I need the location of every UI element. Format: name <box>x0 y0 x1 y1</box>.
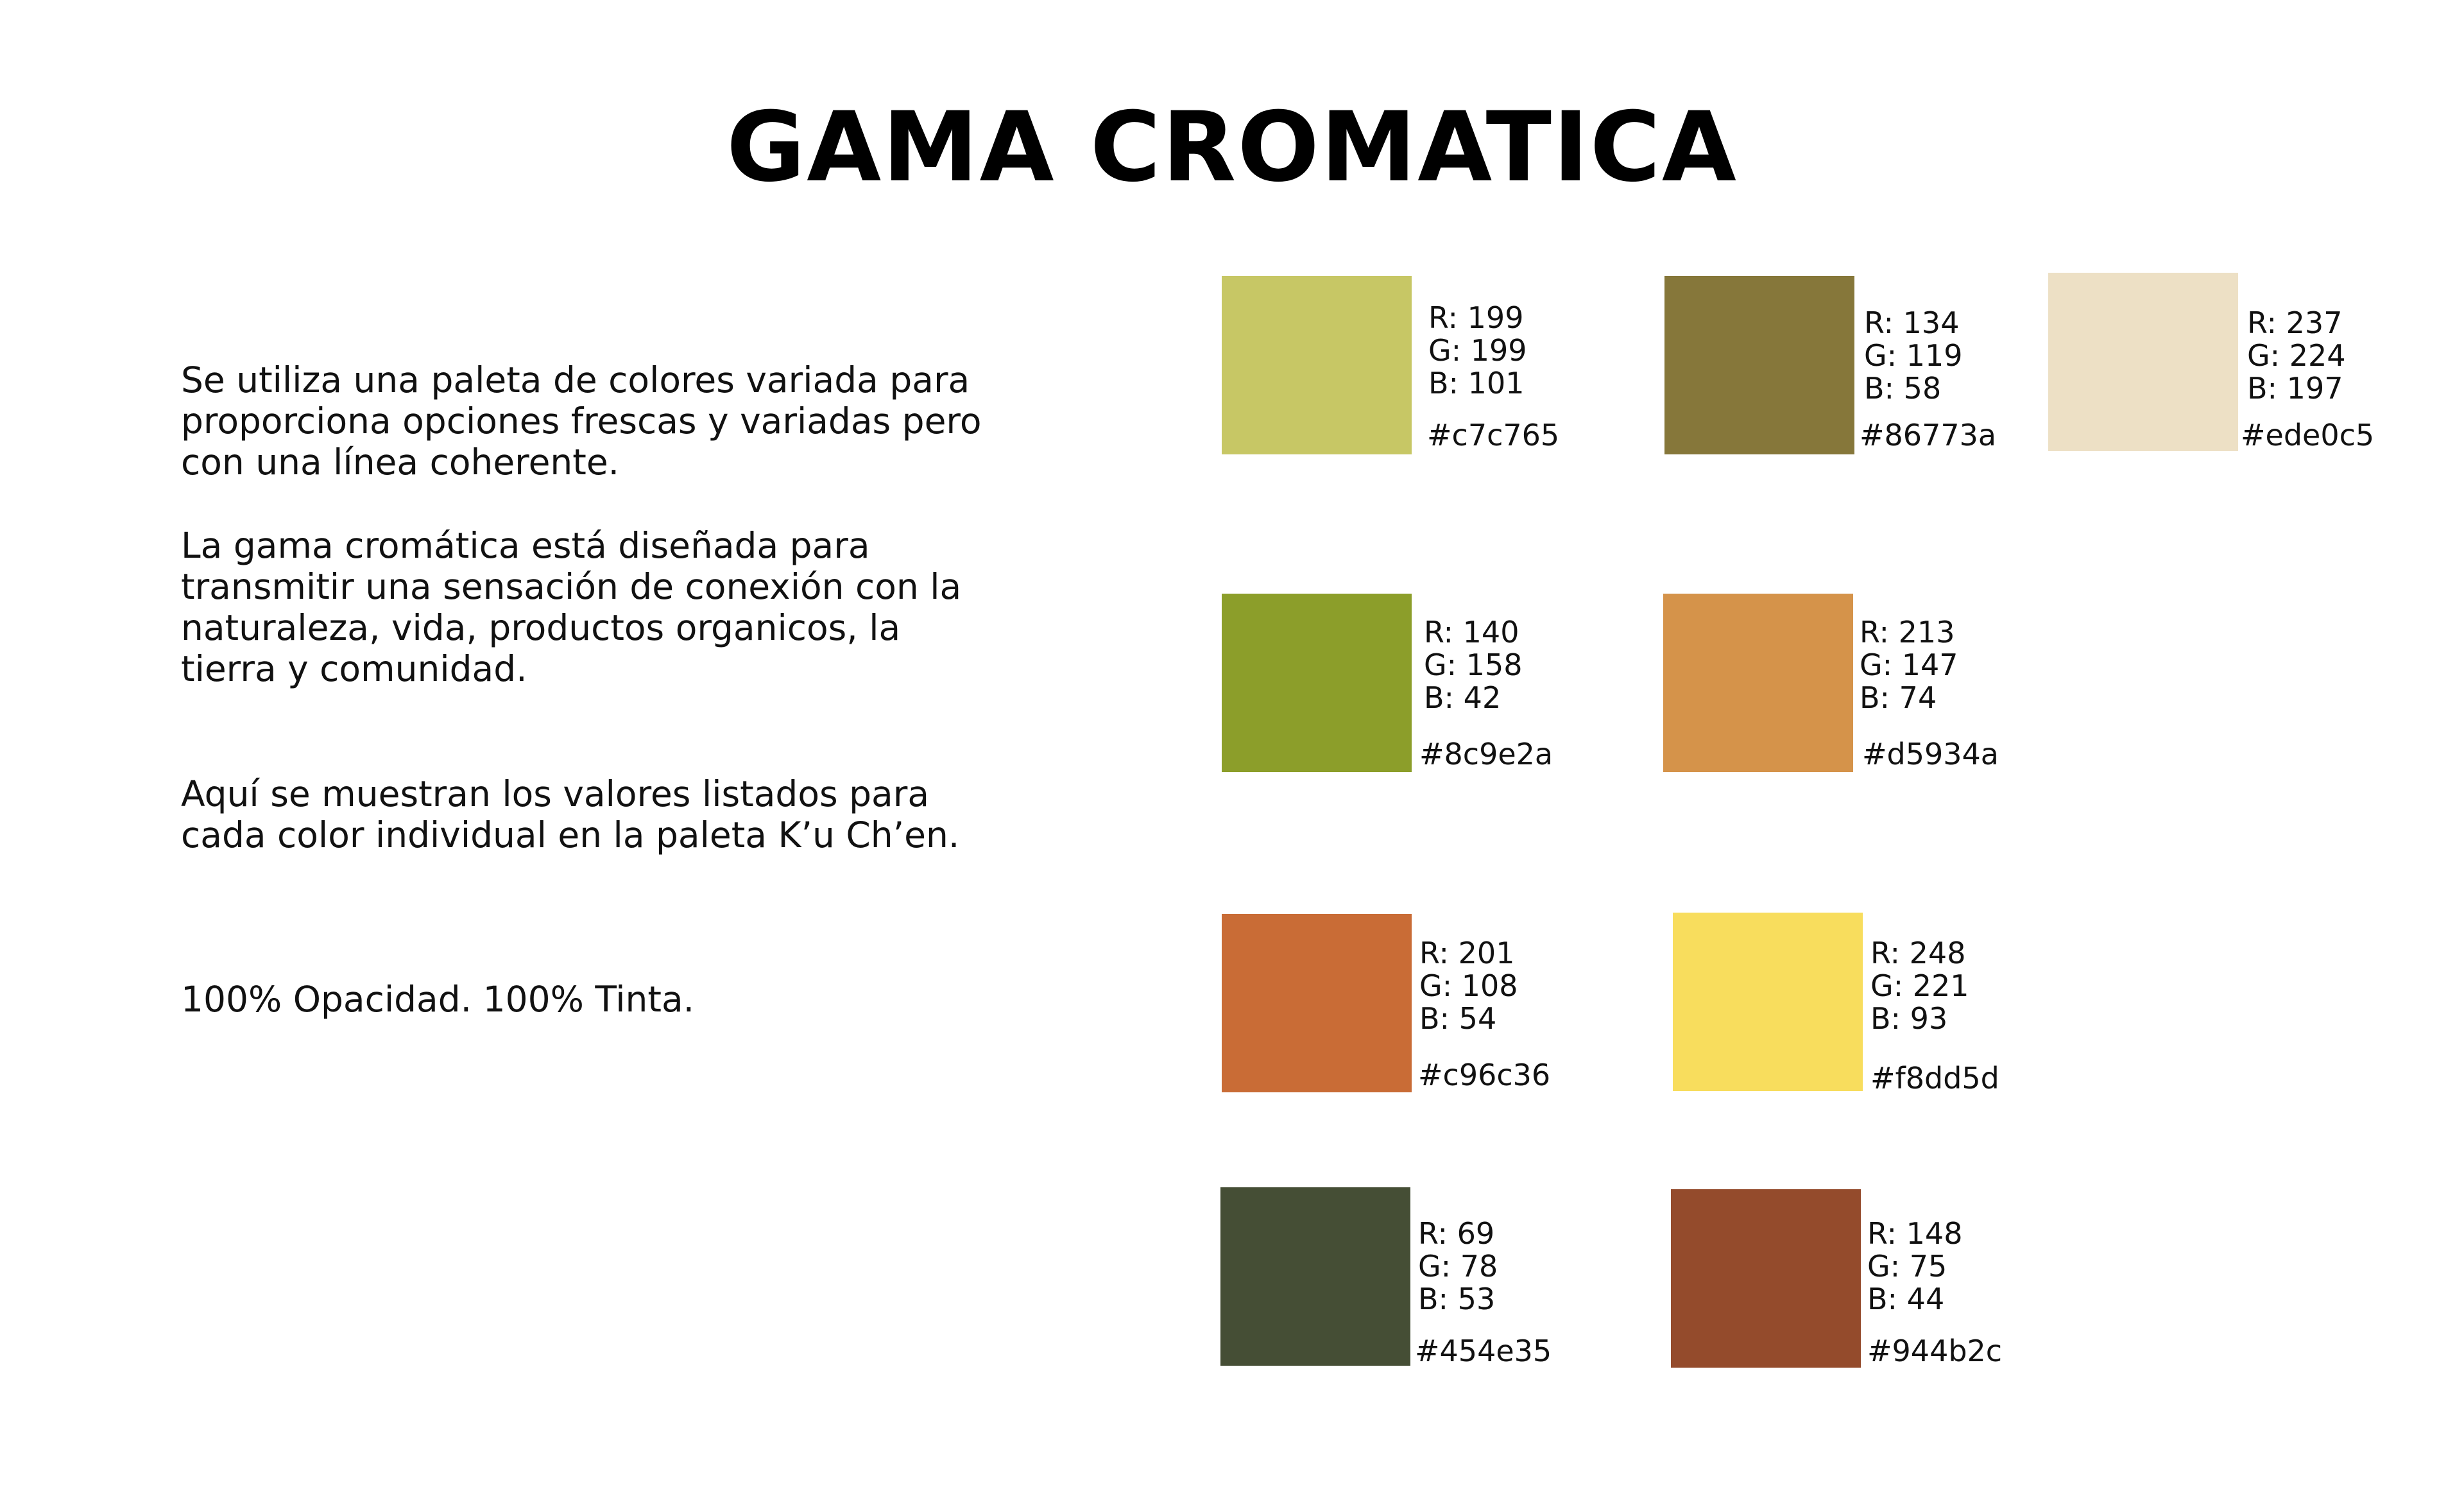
red-value: R: 213 <box>1860 615 1955 649</box>
color-rgb-values <box>1864 307 1963 405</box>
red-value: R: 148 <box>1867 1216 1963 1251</box>
color-swatch-454e35 <box>1220 1187 1410 1366</box>
green-value: G: 224 <box>2247 338 2346 373</box>
green-value: G: 75 <box>1867 1249 1947 1284</box>
description-paragraph-2: La gama cromática está diseñada para transmitir una sensación de conexión con la naturaleza, vida, productos organicos, la tierra y comunidad. <box>181 525 962 689</box>
color-rgb-values <box>1860 616 1958 714</box>
color-rgb-values <box>1424 616 1523 714</box>
red-value: R: 140 <box>1424 615 1519 649</box>
color-swatch-c96c36 <box>1222 914 1412 1092</box>
blue-value: B: 197 <box>2247 371 2343 406</box>
color-rgb-values <box>2247 307 2346 405</box>
description-paragraph-3: Aquí se muestran los valores listados para cada color individual en la paleta K’u Ch’en. <box>181 773 960 855</box>
hex-code: #f8dd5d <box>1870 1061 1999 1096</box>
color-rgb-values <box>1867 1217 1962 1316</box>
hex-code: #944b2c <box>1867 1334 2003 1368</box>
opacity-note: 100% Opacidad. 100% Tinta. <box>181 979 695 1020</box>
blue-value: B: 54 <box>1419 1001 1497 1036</box>
blue-value: B: 74 <box>1860 680 1937 715</box>
green-value: G: 199 <box>1428 333 1527 368</box>
blue-value: B: 101 <box>1428 366 1525 400</box>
hex-code: #ede0c5 <box>2241 418 2375 452</box>
hex-code: #86773a <box>1860 418 1997 452</box>
hex-code: #c7c765 <box>1427 418 1560 452</box>
green-value: G: 147 <box>1860 648 1958 682</box>
green-value: G: 108 <box>1419 968 1518 1003</box>
hex-code: #8c9e2a <box>1419 737 1553 771</box>
red-value: R: 237 <box>2247 305 2343 340</box>
blue-value: B: 93 <box>1870 1001 1948 1036</box>
page-title: GAMA CROMATICA <box>726 92 1738 203</box>
blue-value: B: 42 <box>1424 680 1502 715</box>
blue-value: B: 53 <box>1418 1282 1496 1316</box>
red-value: R: 201 <box>1419 936 1515 970</box>
color-rgb-values <box>1870 937 1969 1035</box>
red-value: R: 248 <box>1870 936 1966 970</box>
green-value: G: 158 <box>1424 648 1523 682</box>
blue-value: B: 44 <box>1867 1282 1945 1316</box>
hex-code: #c96c36 <box>1418 1058 1551 1092</box>
color-swatch-d5934a <box>1663 594 1853 772</box>
color-rgb-values <box>1419 937 1518 1035</box>
color-swatch-f8dd5d <box>1673 913 1863 1091</box>
color-swatch-8c9e2a <box>1222 594 1412 772</box>
red-value: R: 134 <box>1864 305 1960 340</box>
blue-value: B: 58 <box>1864 371 1942 406</box>
red-value: R: 69 <box>1418 1216 1495 1251</box>
green-value: G: 78 <box>1418 1249 1498 1284</box>
red-value: R: 199 <box>1428 300 1524 335</box>
green-value: G: 119 <box>1864 338 1963 373</box>
hex-code: #d5934a <box>1862 737 1999 771</box>
color-rgb-values <box>1428 302 1527 400</box>
description-paragraph-1: Se utiliza una paleta de colores variada para proporciona opciones frescas y variadas pero con una línea coherente. <box>181 359 982 483</box>
color-swatch-c7c765 <box>1222 276 1412 454</box>
color-swatch-ede0c5 <box>2048 273 2238 451</box>
color-swatch-86773a <box>1664 276 1854 454</box>
color-rgb-values <box>1418 1217 1498 1316</box>
hex-code: #454e35 <box>1415 1334 1552 1368</box>
color-swatch-944b2c <box>1671 1189 1861 1368</box>
green-value: G: 221 <box>1870 968 1969 1003</box>
